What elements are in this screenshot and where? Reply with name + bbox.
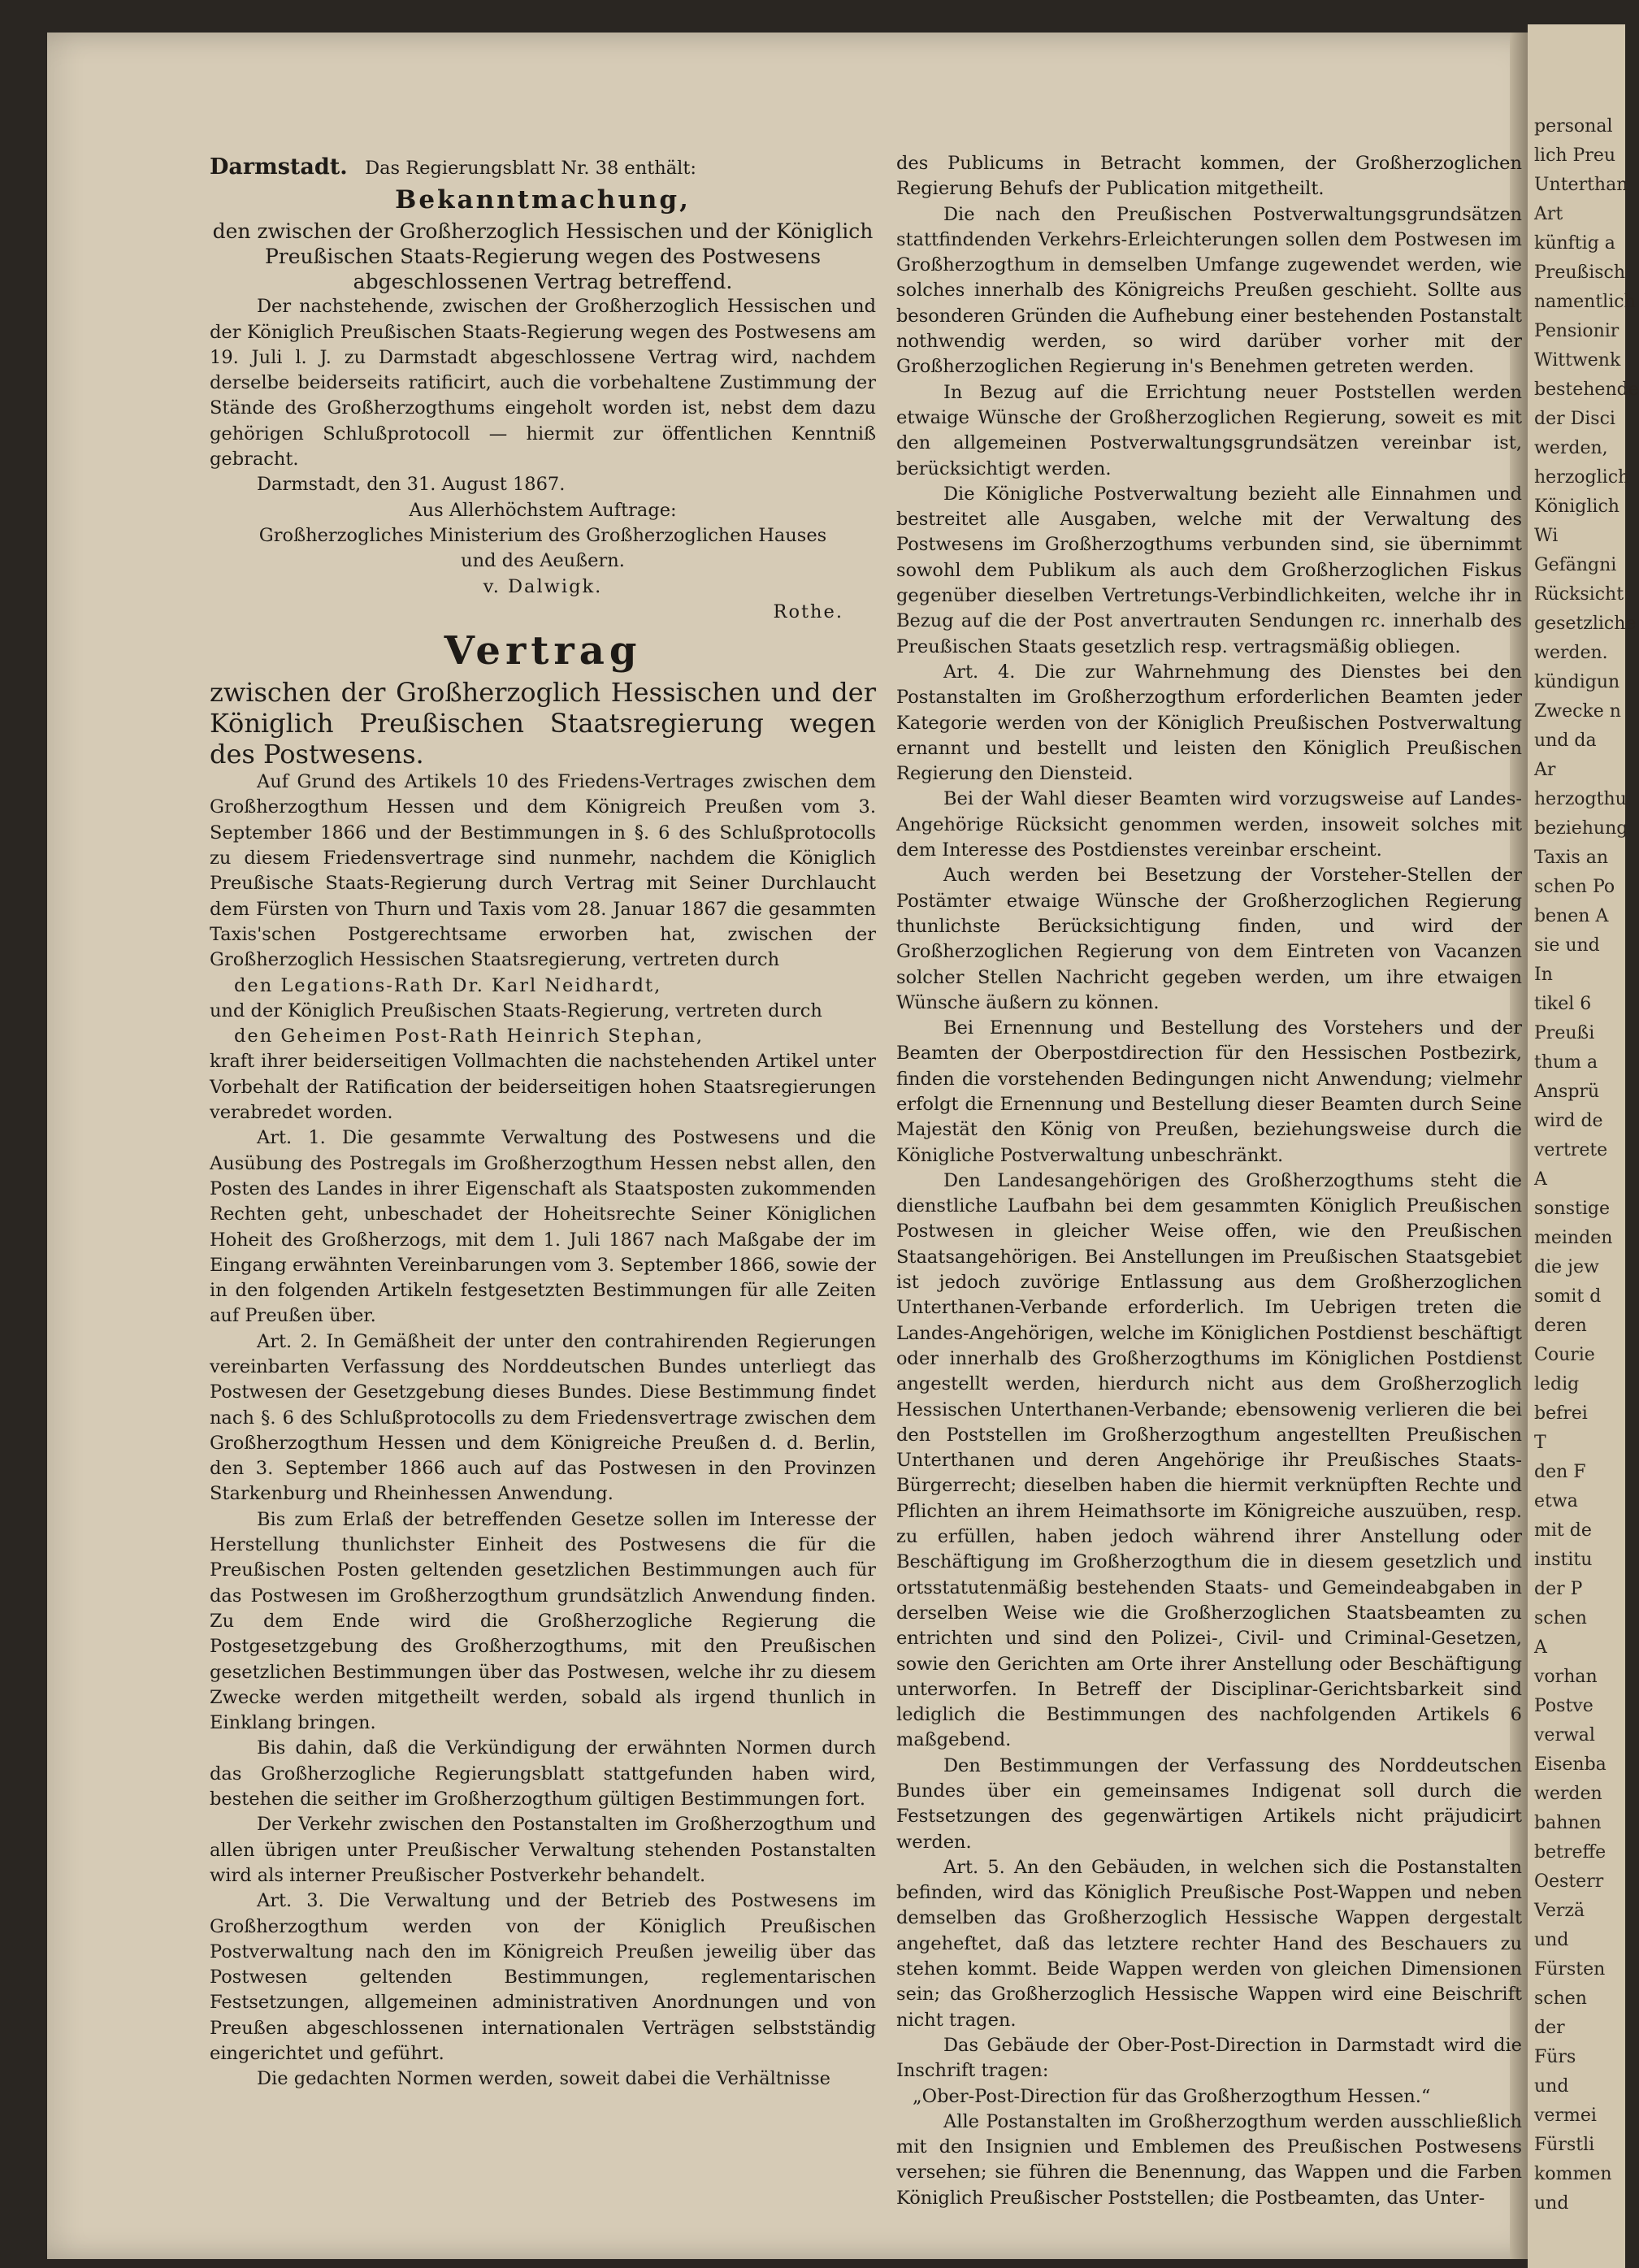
facing-page-fragment: sonstige — [1534, 1199, 1610, 1219]
article-5-inscription: „Ober-Post-Direction für das Großherzogthum Hessen.“ — [913, 2085, 1431, 2107]
facing-page-fragment: betreffe — [1534, 1842, 1606, 1863]
facing-page-fragment: Ansprü — [1534, 1082, 1600, 1102]
facing-page-fragment: kündigun — [1534, 672, 1620, 692]
facing-page-fragment: bahnen — [1534, 1813, 1602, 1833]
facing-page-fragment: sie und — [1534, 935, 1600, 956]
facing-page-fragment: schen Po — [1534, 877, 1615, 897]
facing-page-fragment: thum a — [1534, 1052, 1598, 1073]
treaty-subtitle: zwischen der Großherzoglich Hessischen und der Königlich Preußischen Staatsregierung wegen des Postwesens. — [210, 677, 876, 770]
facing-page-fragment: künftig a — [1534, 233, 1615, 254]
facing-page-fragment: Fürsten — [1534, 1959, 1606, 1980]
representative-link: und der Königlich Preußischen Staats-Regierung, vertreten durch — [210, 1000, 822, 1021]
facing-page-fragment: Rücksicht — [1534, 584, 1624, 605]
facing-page — [1528, 24, 1639, 2268]
facing-page-fragment: Taxis an — [1534, 848, 1609, 868]
article-4-para-2: Bei der Wahl dieser Beamten wird vorzugsweise auf Landes-Angehörige Rücksicht genommen werden, insoweit solches mit dem Interesse des Postdienstes vereinbar erscheint. — [896, 788, 1522, 861]
facing-page-fragment: befrei — [1534, 1403, 1588, 1424]
facing-page-fragment: Gefängni — [1534, 555, 1617, 575]
article-4-para-6: Den Bestimmungen der Verfassung des Norddeutschen Bundes über ein gemeinsames Indigenat soll durch die Festsetzungen des gegenwärtigen Artikels nicht präjudicirt werden. — [896, 1754, 1522, 1853]
announcement-date: Darmstadt, den 31. August 1867. — [257, 474, 566, 496]
facing-page-fragment: Postve — [1534, 1696, 1593, 1716]
facing-page-fragment: Ar — [1534, 760, 1556, 780]
article-3: Art. 3. Die Verwaltung und der Betrieb des Postwesens im Großherzogthum werden von der Königlich Preußischen Postverwaltung nach den im Königreich Preußen jeweilig über das Postwesen geltenden Bestimmungen, reglementarischen Festsetzungen, allgemeinen administrativen Anordnungen und von Preußen abgeschlossenen internationalen Verträgen selbstständig eingerichtet und geführt. — [210, 1890, 876, 2064]
facing-page-fragment: beziehung — [1534, 818, 1628, 839]
facing-page-fragment: die jew — [1534, 1257, 1599, 1277]
facing-page-fragment: Wi — [1534, 526, 1559, 546]
facing-page-fragment: Unterthan — [1534, 175, 1628, 195]
article-4-para-3: Auch werden bei Besetzung der Vorsteher-Stellen der Postämter etwaige Wünsche der Großherzoglichen Regierung thunlichste Berücksichtigung finden, und wird der Großherzoglichen Regierung von dem Eintreten von Vacanzen solcher Stellen Nachricht gegeben werden, um ihre etwaigen Wünsche äußern zu können. — [896, 865, 1522, 1013]
facing-page-fragment: vertrete — [1534, 1140, 1608, 1160]
facing-page-fragment: Art — [1534, 204, 1563, 224]
article-4-para-4: Bei Ernennung und Bestellung des Vorstehers und der Beamten der Oberpostdirection für den Hessischen Postbezirk, finden die vorstehenden Bedingungen nicht Anwendung; vielmehr erfolgt die Ernennung und Bestellung dieser Beamten durch Seine Majestät den König von Preußen, beziehungsweise durch die Königliche Postverwaltung unbeschränkt. — [896, 1017, 1522, 1166]
facing-page-fragment: In — [1534, 965, 1553, 985]
article-2-para-3: Bis dahin, daß die Verkündigung der erwähnten Normen durch das Großherzogliche Regierungsblatt stattgefunden haben wird, bestehen die seither im Großherzogthum gültigen Bestimmungen fort. — [210, 1737, 876, 1810]
facing-page-fragment: Königlich — [1534, 497, 1619, 517]
facing-page-fragment: personal — [1534, 116, 1613, 137]
facing-page-fragment: und — [1534, 2076, 1569, 2097]
article-3-para-5: Die Königliche Postverwaltung bezieht alle Einnahmen und bestreitet alle Ausgaben, welche mit der Verwaltung des Postwesens im Großherzogthums verbunden sind, sie übernimmt sowohl dem Publikum als auch dem Großherzoglichen Fiskus gegenüber dieselben Vertretungs-Verbindlichkeiten, welche ihr in Bezug auf die der Post anvertrauten Sendungen rc. innerhalb des Preußischen Staats gesetzlich resp. vertragsmäßig obliegen. — [896, 483, 1522, 657]
facing-page-fragment: Wittwenk — [1534, 350, 1621, 371]
ministry-line-2: und des Aeußern. — [461, 550, 625, 572]
treaty-title: Vertrag — [444, 628, 642, 674]
facing-page-fragment: Pensionir — [1534, 321, 1619, 341]
facing-page-fragment: A — [1534, 1637, 1547, 1658]
facing-page-fragment: vorhan — [1534, 1667, 1598, 1687]
facing-page-fragment: deren — [1534, 1316, 1587, 1336]
article-3-para-2-cont: des Publicums in Betracht kommen, der Großherzoglichen Regierung Behufs der Publication mitgetheilt. — [896, 153, 1522, 200]
facing-page-fragment: Verzä — [1534, 1901, 1585, 1921]
article-1: Art. 1. Die gesammte Verwaltung des Postwesens und die Ausübung des Postregals im Großherzogthum Hessen nebst allen, den Posten des Landes in ihrer Eigenschaft als Staatsposten zukommenden Rechten geht, unbeschadet der Hoheitsrechte Seiner Königlichen Hoheit des Großherzogs, mit dem 1. Juli 1867 nach Maßgabe der im Eingang erwähnten Vereinbarungen vom 3. September 1866, sowie der in den folgenden Artikeln festgesetzten Bestimmungen für alle Zeiten auf Preußen über. — [210, 1127, 876, 1327]
facing-page-fragment: Preußisch — [1534, 262, 1626, 283]
facing-page-fragment: werden. — [1534, 643, 1608, 663]
facing-page-fragment: tikel 6 — [1534, 994, 1592, 1014]
announcement-order: Aus Allerhöchstem Auftrage: — [409, 499, 677, 521]
article-5-para-2: Das Gebäude der Ober-Post-Direction in Darmstadt wird die Inschrift tragen: — [896, 2034, 1522, 2082]
announcement-title: Bekanntmachung, — [395, 185, 691, 215]
signer-2: Rothe. — [773, 601, 843, 622]
facing-page-fragment: und — [1534, 2193, 1569, 2214]
facing-page-fragment: werden, — [1534, 438, 1608, 458]
facing-page-fragment: der — [1534, 2018, 1565, 2038]
place-name: Darmstadt. — [210, 154, 348, 180]
preamble-end: kraft ihrer beiderseitigen Vollmachten die nachstehenden Artikel unter Vorbehalt der Ratification der beiderseitigen hohen Staatsregierungen verabredet worden. — [210, 1051, 876, 1124]
facing-page-fragment: verwal — [1534, 1725, 1595, 1745]
header-line — [210, 154, 876, 181]
facing-page-fragment: mit de — [1534, 1520, 1592, 1541]
facing-page-fragment: schen — [1534, 1988, 1587, 2009]
article-3-para-2-start: Die gedachten Normen werden, soweit dabei die Verhältnisse — [257, 2068, 830, 2090]
article-5-para-3: Alle Postanstalten im Großherzogthum werden ausschließlich mit den Insignien und Emblemen des Preußischen Postwesens versehen; sie führen die Benennung, das Wappen und die Farben Königlich Preußischer Poststellen; die Postbeamten, das Unter- — [896, 2110, 1522, 2209]
facing-page-fragment: somit d — [1534, 1286, 1602, 1307]
ministry-line-1: Großherzogliches Ministerium des Großherzoglichen Hauses — [258, 524, 827, 546]
header-intro: Das Regierungsblatt Nr. 38 enthält: — [365, 158, 696, 179]
article-3-para-4: In Bezug auf die Errichtung neuer Poststellen werden etwaige Wünsche der Großherzoglichen Regierung, soweit es mit den allgemeinen Postverwaltungsgrundsätzen vereinbar ist, berücksichtigt werden. — [896, 381, 1522, 479]
article-4-para-5: Den Landesangehörigen des Großherzogthums steht die dienstliche Laufbahn bei dem gesammten Königlich Preußischen Postwesen in gleicher Weise offen, wie den Preußischen Staatsangehörigen. Bei Anstellungen im Preußischen Staatsgebiet ist jedoch zuvörige Entlassung aus dem Großherzoglichen Unterthanen-Verbande erforderlich. Im Uebrigen treten die Landes-Angehörigen, welche im Königlichen Postdienst beschäftigt oder innerhalb des Großherzogthums im Königlichen Postdienst angestellt werden, hierdurch nicht aus dem Großherzoglich Hessischen Unterthanen-Verbande; ebensowenig verlieren die bei den Poststellen im Großherzogthum angestellten Preußischen Unterthanen und deren Angehörige ihr Preußisches Staats-Bürgerrecht; dieselben haben die hiermit verknüpften Rechte und Pflichten an ihrem Heimathsorte im Königreiche auszuüben, resp. zu erfüllen, haben jedoch während ihrer Anstellung oder Beschäftigung im Großherzogthum die in diesem gesetzlich und ortsstatutenmäßig bestehenden Staats- und Gemeindeabgaben in derselben Weise wie die Großherzoglichen Staatsbeamten zu entrichten und sind den Polizei-, Civil- und Criminal-Gesetzen, sowie den Gerichten am Orte ihrer Anstellung oder Beschäftigung unterworfen. In Betreff der Disciplinar-Gerichtsbarkeit sind lediglich die Bestimmungen des nachfolgenden Artikels 6 maßgebend. — [896, 1169, 1522, 1751]
facing-page-fragment: lich Preu — [1534, 145, 1616, 166]
article-2: Art. 2. In Gemäßheit der unter den contrahirenden Regierungen vereinbarten Verfassung des Norddeutschen Bundes unterliegt das Postwesen der Gesetzgebung dieses Bundes. Diese Bestimmung findet nach §. 6 des Schlußprotocolls zu dem Friedensvertrage zwischen dem Großherzogthum Hessen und dem Königreiche Preußen d. d. Berlin, den 3. September 1866 auch auf das Postwesen in den Provinzen Starkenburg und Rheinhessen Anwendung. — [210, 1330, 876, 1505]
article-5: Art. 5. An den Gebäuden, in welchen sich die Postanstalten befinden, wird das Königlich Preußische Post-Wappen und neben demselben das Großherzoglich Hessische Wappen dergestalt angeheftet, daß das letztere rechter Hand des Beschauers zu stehen kommt. Beide Wappen werden von gleichen Dimensionen sein; das Großherzoglich Hessische Wappen wird eine Beischrift nicht tragen. — [896, 1856, 1522, 2031]
article-3-para-3: Die nach den Preußischen Postverwaltungsgrundsätzen stattfindenden Verkehrs-Erleichterungen sollen dem Postwesen im Großherzogthum in demselben Umfange zugewendet werden, wie solches innerhalb des Königreichs Preußen geschieht. Sollte aus besonderen Gründen die Aufhebung einer bestehenden Postanstalt nothwendig werden, so wird darüber vorher mit der Großherzoglichen Regierung in's Benehmen getreten werden. — [896, 203, 1522, 378]
article-2-para-2: Bis zum Erlaß der betreffenden Gesetze sollen im Interesse der Herstellung thunlichster Einheit des Postwesens die für die Preußischen Posten geltenden gesetzlichen Bestimmungen auch für das Postwesen im Großherzogthum grundsätzlich Anwendung finden. Zu dem Ende wird die Großherzogliche Regierung die Postgesetzgebung des Großherzogthums, mit den Preußischen gesetzlichen Bestimmungen über das Postwesen, welche ihr zu diesem Zwecke werden mitgetheilt werden, sobald als irgend thunlich in Einklang bringen. — [210, 1508, 876, 1734]
announcement-text: Der nachstehende, zwischen der Großherzoglich Hessischen und der Königlich Preußischen Staats-Regierung wegen des Postwesens am 19. Juli l. J. zu Darmstadt abgeschlossene Vertrag wird, nachdem derselbe beiderseits ratificirt, auch die vorbehaltene Zustimmung der Stände des Großherzogthums eingeholt worden ist, nebst dem dazu gehörigen Schlußprotocoll — hiermit zur öffentlichen Kenntniß gebracht. — [210, 296, 876, 471]
facing-page-fragment: schen — [1534, 1608, 1587, 1628]
facing-page-fragment: Preußi — [1534, 1023, 1595, 1043]
representative-1: den Legations-Rath Dr. Karl Neidhardt, — [234, 974, 662, 996]
announcement-subtitle: den zwischen der Großherzoglich Hessischen und der Königlich Preußischen Staats-Regierung wegen des Postwesens abgeschlossenen Vertrag betreffend. — [212, 219, 874, 294]
facing-page-fragment: gesetzliche — [1534, 614, 1637, 634]
facing-page-fragment: Fürstli — [1534, 2135, 1595, 2155]
left-page — [47, 33, 1559, 2259]
facing-page-fragment: Oesterr — [1534, 1871, 1604, 1892]
facing-page-fragment: benen A — [1534, 906, 1609, 926]
facing-page-fragment: kommen — [1534, 2164, 1612, 2184]
facing-page-fragment: ledig — [1534, 1374, 1580, 1394]
representative-2: den Geheimen Post-Rath Heinrich Stephan, — [234, 1026, 705, 1047]
facing-page-fragment: Fürs — [1534, 2047, 1576, 2067]
facing-page-fragment: Courie — [1534, 1345, 1595, 1365]
facing-page-fragment: A — [1534, 1169, 1547, 1190]
column-right — [896, 151, 1522, 2211]
facing-page-fragment: werden — [1534, 1784, 1602, 1804]
column-left — [210, 154, 876, 2092]
facing-page-fragment: Eisenba — [1534, 1754, 1606, 1775]
facing-page-fragment: namentlich — [1534, 292, 1636, 312]
facing-page-fragment: herzogthu — [1534, 789, 1627, 809]
article-2-para-4: Der Verkehr zwischen den Postanstalten im Großherzogthum und allen übrigen unter Preußischer Verwaltung stehenden Postanstalten wird als interner Preußischer Postverkehr behandelt. — [210, 1814, 876, 1886]
article-4: Art. 4. Die zur Wahrnehmung des Dienstes bei den Postanstalten im Großherzogthum erforderlichen Beamten jeder Kategorie werden von der Königlich Preußischen Postverwaltung ernannt und bestellt und leisten den Königlich Preußischen Regierung den Diensteid. — [896, 661, 1522, 785]
facing-page-fragment: der Disci — [1534, 409, 1615, 429]
facing-page-fragment: wird de — [1534, 1111, 1603, 1131]
treaty-preamble: Auf Grund des Artikels 10 des Friedens-Vertrages zwischen dem Großherzogthum Hessen und dem Königreich Preußen vom 3. September 1866 und der Bestimmungen in §. 6 des Schlußprotocolls zu diesem Friedensvertrage sind nunmehr, nachdem die Königlich Preußische Staats-Regierung durch Vertrag mit Seiner Durchlaucht dem Fürsten von Thurn und Taxis vom 28. Januar 1867 die gesammten Taxis'schen Postgerechtsame erworben hat, zwischen der Großherzoglich Hessischen Staatsregierung, vertreten durch — [210, 771, 876, 971]
facing-page-fragment: etwa — [1534, 1491, 1578, 1511]
facing-page-fragment: institu — [1534, 1550, 1593, 1570]
facing-page-fragment: herzoglich — [1534, 467, 1630, 488]
facing-page-fragment: vermei — [1534, 2105, 1597, 2126]
signer-1: v. Dalwigk. — [483, 575, 603, 597]
facing-page-fragment: den F — [1534, 1462, 1586, 1482]
facing-page-fragment: bestehende — [1534, 379, 1639, 400]
facing-page-fragment: T — [1534, 1433, 1546, 1453]
facing-page-fragment: der P — [1534, 1579, 1583, 1599]
facing-page-fragment: und da — [1534, 731, 1597, 751]
facing-page-fragment: Zwecke n — [1534, 701, 1621, 722]
facing-page-fragment: meinden — [1534, 1228, 1613, 1248]
facing-page-fragment: und — [1534, 1930, 1569, 1950]
